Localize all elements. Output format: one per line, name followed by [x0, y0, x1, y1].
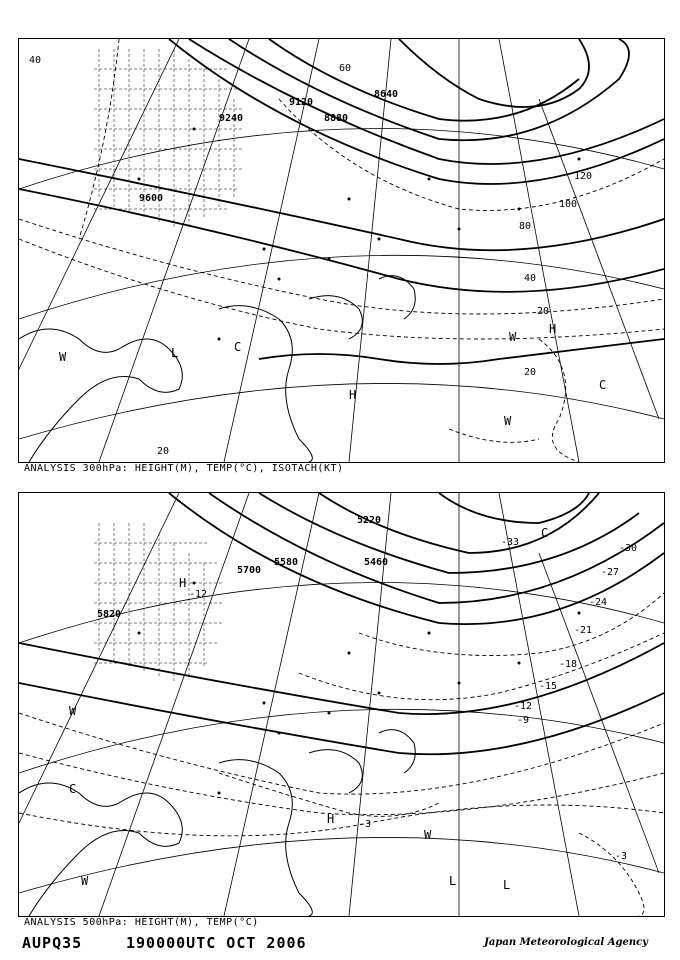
- chart-caption-300hpa: ANALYSIS 300hPa: HEIGHT(M), TEMP(°C), ISOTACH(KT): [24, 463, 344, 474]
- height-label: 8880: [324, 113, 349, 124]
- temperature-contours: [19, 593, 664, 916]
- pressure-center-h: H: [327, 812, 335, 826]
- temp-label: -9: [517, 715, 530, 726]
- pressure-center-c: C: [599, 378, 607, 392]
- pressure-center-h: H: [349, 388, 357, 402]
- isotach-label: 80: [519, 221, 532, 232]
- pressure-center-c: C: [234, 340, 242, 354]
- height-label: 5700: [237, 565, 262, 576]
- pressure-center-l: L: [503, 878, 511, 892]
- temp-label: -30: [619, 543, 638, 554]
- temp-label: -27: [601, 567, 620, 578]
- temp-label: -18: [559, 659, 578, 670]
- coastline: [19, 730, 415, 916]
- hatch-region: [94, 523, 224, 683]
- temp-label: -3: [615, 851, 628, 862]
- height-label: 8640: [374, 89, 399, 100]
- pressure-center-w: W: [81, 874, 89, 888]
- chart-footer: [22, 934, 660, 956]
- pressure-center-w: W: [424, 828, 432, 842]
- valid-time: 190000UTC OCT 2006: [126, 934, 307, 952]
- height-label: 9120: [289, 97, 314, 108]
- height-label: 5460: [364, 557, 389, 568]
- pressure-center-w: W: [509, 330, 517, 344]
- temp-label: -15: [539, 681, 558, 692]
- coastline: [19, 276, 415, 462]
- map-500hpa-canvas: [19, 493, 664, 916]
- isotach-label: 40: [29, 55, 42, 66]
- agency-name: Japan Meteorological Agency: [484, 937, 648, 948]
- isotach-label: 20: [157, 446, 170, 457]
- pressure-center-l: L: [171, 346, 179, 360]
- product-code: AUPQ35: [22, 934, 83, 952]
- temp-label: -3: [359, 819, 372, 830]
- pressure-center-h: H: [549, 322, 557, 336]
- isotach-label: 120: [574, 171, 593, 182]
- temp-label: -12: [514, 701, 533, 712]
- isotach-label: 100: [559, 199, 578, 210]
- chart-caption-500hpa: ANALYSIS 500hPa: HEIGHT(M), TEMP(°C): [24, 917, 259, 928]
- height-label: 5820: [97, 609, 122, 620]
- height-label: 5580: [274, 557, 299, 568]
- pressure-center-w: W: [504, 414, 512, 428]
- isotach-label: 20: [537, 306, 550, 317]
- pressure-center-w: W: [59, 350, 67, 364]
- map-300hpa: [18, 38, 665, 463]
- temp-label: -21: [574, 625, 593, 636]
- height-label: 9600: [139, 193, 164, 204]
- pressure-center-c: C: [541, 526, 549, 540]
- hatch-region: [94, 49, 244, 229]
- pressure-center-l: L: [449, 874, 457, 888]
- graticule: [19, 493, 664, 916]
- map-500hpa: [18, 492, 665, 917]
- height-label: 9240: [219, 113, 244, 124]
- isotach-label: 60: [339, 63, 352, 74]
- temp-label: -33: [501, 537, 520, 548]
- map-300hpa-canvas: [19, 39, 664, 462]
- pressure-center-c: C: [69, 782, 77, 796]
- temp-label: -12: [189, 589, 208, 600]
- height-label: 5220: [357, 515, 382, 526]
- isotach-label: 40: [524, 273, 537, 284]
- pressure-center-w: W: [69, 704, 77, 718]
- temp-label: -24: [589, 597, 608, 608]
- isotach-label: 20: [524, 367, 537, 378]
- graticule: [19, 39, 664, 462]
- pressure-center-h: H: [179, 576, 187, 590]
